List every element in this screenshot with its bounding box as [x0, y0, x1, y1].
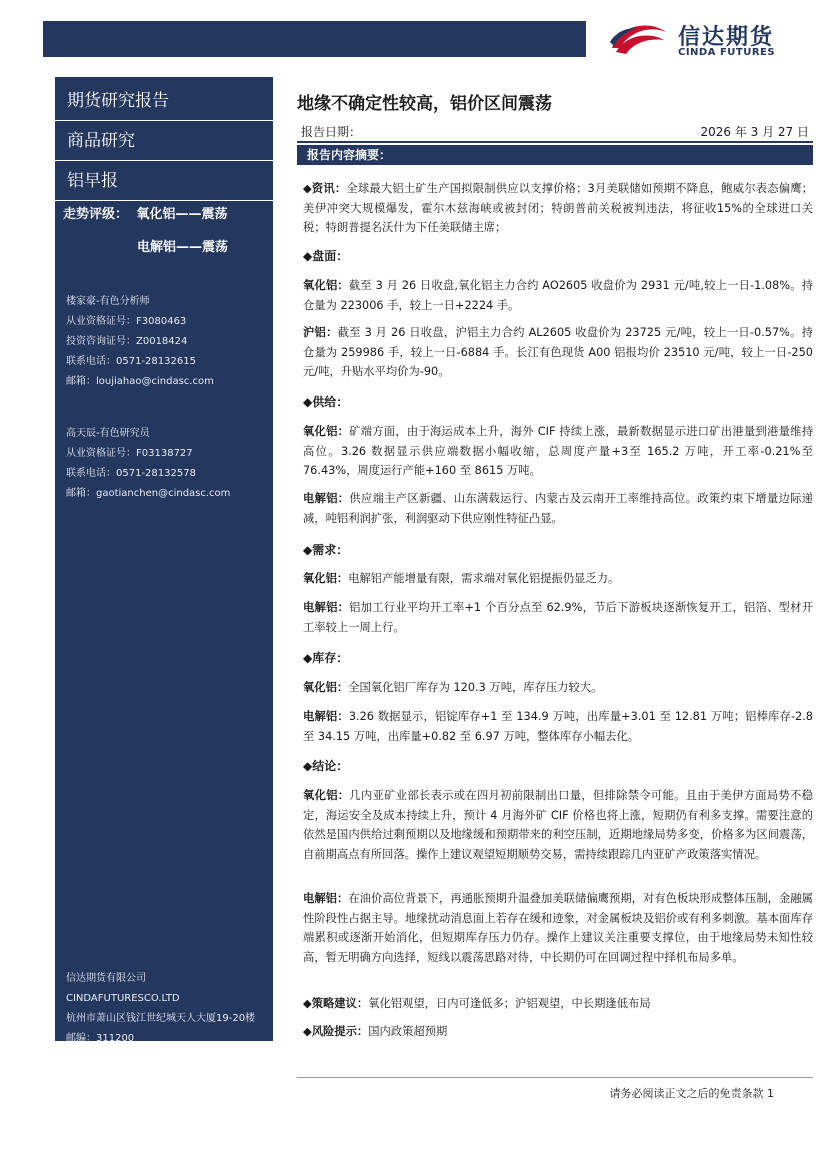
stock-alumina-label: 氧化铝： [303, 681, 349, 694]
analyst-1-name: 楼家豪-有色分析师 [66, 296, 150, 307]
supply-electrolytic [303, 489, 813, 528]
company-address: 杭州市萧山区钱江世纪城天人大厦19-20楼 [66, 1013, 256, 1024]
report-name: 铝早报 [55, 161, 273, 201]
market-shanghai-al [303, 323, 813, 382]
conclusion-al-text: 在油价高位背景下，再通胀预期升温叠加美联储偏鹰预期，对有色板块形成整体压制，金融属性阶段性占据主导。地缘扰动消息面上若存在缓和迹象，对金属板块及铝价或有利多刺激。基本面库存端累积或逐渐开始消化，但短期库存压力仍存。操作上建议关注重要支撑位，由于地缘局势未知性较高，暂无明确方向选择，短线以震荡思路对待，中长期仍可在回调过程中择机布局多单。 [303, 892, 813, 964]
stock-heading: ◆库存： [303, 651, 349, 665]
rating-alumina: 氧化铝——震荡 [136, 207, 228, 222]
supply-al-text: 供应端主产区新疆、山东满载运行、内蒙古及云南开工率维持高位。政策约束下增量边际递减，吨铝利润扩张，利润驱动下供应刚性特征凸显。 [303, 492, 813, 525]
demand-al-text: 铝加工行业平均开工率+1 个百分点至 62.9%，节后下游板块逐渐恢复开工，铝箔、型材开工率较上一周上行。 [303, 601, 813, 634]
demand-al-label: 电解铝： [303, 601, 350, 614]
company-info [66, 969, 255, 1049]
logo-chinese-text: 信达期货 [678, 25, 775, 50]
analyst-1-card [66, 292, 214, 392]
strategy-paragraph [303, 994, 813, 1014]
conclusion-heading: ◆结论： [303, 759, 349, 773]
company-name: 信达期货有限公司 [66, 973, 146, 984]
summary-heading: 报告内容摘要： [297, 145, 813, 165]
strategy-text: 氧化铝观望，日内可逢低多；沪铝观望，中长期逢低布局 [368, 997, 651, 1010]
conclusion-alumina-text: 几内亚矿业部长表示或在四月初前限制出口量，但排除禁令可能。且由于美伊方面局势不稳定，海运安全及成本持续上升，预计 4 月海外矿 CIF 价格也将上涨，短期仍有利多支撑。需要注意的依然是国内供给过剩预期以及地缘缓和预期带来的利空压制，近期地缘局势多变，价格多为区间震荡，自前期高点有所回落。操作上建议观望短期顺势交易，需持续跟踪几内亚矿产政策落实情况。 [303, 789, 813, 861]
stock-al-text: 3.26 数据显示，铝锭库存+1 至 134.9 万吨，出库量+3.01 至 12.81 万吨；铝棒库存-2.8 至 34.15 万吨，出库量+0.82 至 6.97 万吨，整体库存小幅去化。 [303, 710, 813, 743]
conclusion-alumina [303, 786, 813, 864]
footer-divider [297, 1077, 813, 1078]
rating-label: 走势评级： [63, 207, 129, 222]
strategy-heading: ◆策略建议： [303, 997, 369, 1010]
analyst-2-license: 从业资格证号：F03138727 [66, 448, 193, 459]
analyst-1-email[interactable]: 邮箱：loujiahao@cindasc.com [66, 376, 214, 387]
conclusion-alumina-label: 氧化铝： [303, 789, 350, 802]
news-paragraph [303, 179, 813, 238]
analyst-1-phone: 联系电话：0571-28132615 [66, 356, 196, 367]
market-al-text: 截至 3 月 26 日收盘，沪铝主力合约 AL2605 收盘价为 23725 元/吨，较上一日-0.57%。持仓量为 259986 手，较上一日-6884 手。长江有色现货 A00 铝报均价 23510 元/吨，较上一日-250 元/吨，升贴水平均价为-90。 [303, 326, 813, 378]
stock-alumina-text: 全国氧化铝厂库存为 120.3 万吨，库存压力较大。 [348, 681, 603, 694]
conclusion-al-label: 电解铝： [303, 892, 349, 905]
page-title: 地缘不确定性较高，铝价区间震荡 [297, 94, 552, 114]
demand-electrolytic [303, 598, 813, 637]
market-heading: ◆盘面： [303, 249, 349, 263]
analyst-2-email[interactable]: 邮箱：gaotianchen@cindasc.com [66, 488, 231, 499]
disclaimer-text[interactable]: 请务必阅读正文之后的免责条款 [609, 1087, 764, 1100]
report-category: 商品研究 [55, 121, 273, 161]
stock-al-label: 电解铝： [303, 710, 349, 723]
demand-alumina-text: 电解铝产能增量有限，需求端对氧化铝提振仍显乏力。 [348, 572, 620, 585]
demand-heading: ◆需求： [303, 543, 349, 557]
report-type: 期货研究报告 [55, 81, 273, 121]
company-logo [606, 18, 786, 60]
report-date-row [297, 123, 813, 143]
header-band [43, 21, 586, 57]
supply-heading: ◆供给： [303, 395, 349, 409]
analyst-1-license: 从业资格证号：F3080463 [66, 316, 187, 327]
market-alumina-text: 截至 3 月 26 日收盘,氧化铝主力合约 AO2605 收盘价为 2931 元/吨,较上一日-1.08%。持仓量为 223006 手，较上一日+2224 手。 [303, 279, 813, 312]
news-text: 全球最大铝土矿生产国拟限制供应以支撑价格；3月美联储如预期不降息，鲍威尔表态偏鹰；美伊冲突大规模爆发，霍尔木兹海峡或被封闭；特朗普前关税被判违法，将征收15%的全球进口关税；特朗普提名沃什为下任美联储主席； [303, 182, 813, 234]
sidebar [55, 77, 273, 1044]
rating-electrolytic: 电解铝——震荡 [137, 240, 229, 255]
supply-alumina-text: 矿端方面，由于海运成本上升，海外 CIF 持续上涨，最新数据显示进口矿出港量到港量维持高位。3.26 数据显示供应端数据小幅收缩，总周度产量+3至 165.2 万吨，开工率-0.21%至 76.43%，周度运行产能+160 至 8615 万吨。 [303, 425, 813, 477]
analyst-2-phone: 联系电话：0571-28132578 [66, 468, 196, 479]
risk-paragraph [303, 1022, 813, 1042]
stock-alumina [303, 678, 813, 698]
market-alumina-label: 氧化铝： [303, 279, 349, 292]
market-alumina [303, 276, 813, 315]
supply-alumina-label: 氧化铝： [303, 425, 350, 438]
footer-disclaimer [610, 1085, 775, 1101]
risk-text: 国内政策超预期 [368, 1025, 448, 1038]
news-heading: ◆资讯： [303, 182, 347, 195]
date-value: 2026 年 3 月 27 日 [700, 125, 809, 139]
logo-english-text: CINDA FUTURES [678, 47, 776, 58]
supply-alumina [303, 422, 813, 481]
company-site[interactable]: CINDAFUTURESCO.LTD [66, 993, 180, 1004]
company-postcode: 邮编：311200 [66, 1033, 135, 1044]
analyst-2-name: 高天辰-有色研究员 [66, 428, 150, 439]
supply-al-label: 电解铝： [303, 492, 350, 505]
risk-heading: ◆风险提示： [303, 1025, 369, 1038]
date-label: 报告日期： [301, 125, 362, 139]
rating-row-1 [63, 203, 228, 222]
logo-mark-icon [606, 18, 670, 60]
market-al-label: 沪铝： [303, 326, 338, 339]
demand-alumina [303, 569, 813, 589]
conclusion-electrolytic [303, 889, 813, 967]
stock-electrolytic [303, 707, 813, 746]
analyst-1-consult: 投资咨询证号：Z0018424 [66, 336, 188, 347]
demand-alumina-label: 氧化铝： [303, 572, 349, 585]
analyst-2-card [66, 424, 230, 504]
page-number: 1 [767, 1087, 774, 1100]
